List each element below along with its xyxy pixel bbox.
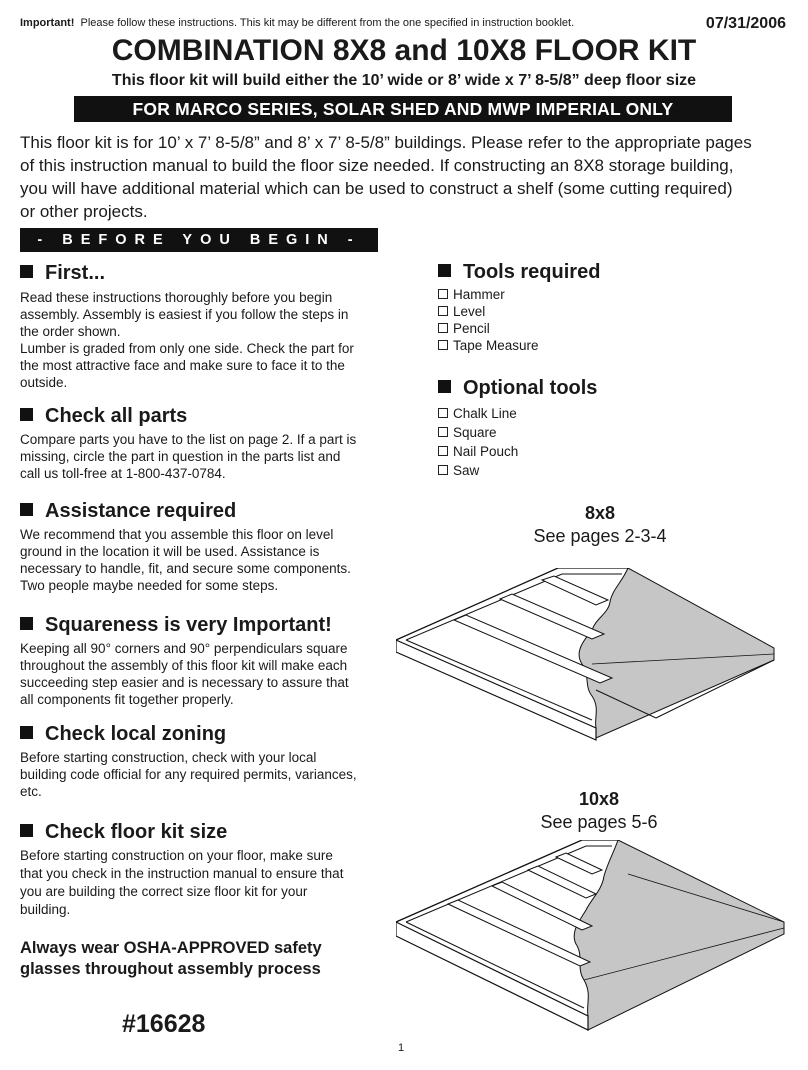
bullet-square-icon bbox=[20, 408, 33, 421]
notice-label: Important! bbox=[20, 17, 75, 29]
section-line: outside. bbox=[20, 375, 68, 390]
figure-8x8-label bbox=[480, 502, 720, 548]
figure-title: 10x8 bbox=[578, 789, 620, 809]
section-line: the most attractive face and make sure to face it to the bbox=[20, 358, 345, 373]
section-line: missing, circle the part in question in the parts list and bbox=[20, 449, 341, 464]
checkbox-icon bbox=[438, 340, 448, 350]
bullet-square-icon bbox=[20, 726, 33, 739]
section-line: We recommend that you assemble this floor on level bbox=[20, 527, 334, 542]
section-line: Lumber is graded from only one side. Check the part for bbox=[20, 341, 354, 356]
intro-line: of this instruction manual to build the floor size needed. If constructing an 8X8 storage building, bbox=[20, 156, 734, 175]
checklist-item: Pencil bbox=[438, 320, 778, 337]
safety-line: Always wear OSHA-APPROVED safety bbox=[20, 939, 322, 957]
section-line: necessary to handle, fit, and secure some components. bbox=[20, 561, 351, 576]
bullet-square-icon bbox=[438, 264, 451, 277]
series-banner: FOR MARCO SERIES, SOLAR SHED AND MWP IMPERIAL ONLY bbox=[74, 96, 732, 122]
section-line: Read these instructions thoroughly before you begin bbox=[20, 290, 333, 305]
section-heading: Squareness is very Important! bbox=[45, 614, 332, 636]
page-number: 1 bbox=[398, 1042, 405, 1054]
section-line: Keeping all 90° corners and 90° perpendiculars square bbox=[20, 641, 348, 656]
section-line: you are building the correct size floor kit for your bbox=[20, 884, 308, 899]
section-heading: Tools required bbox=[463, 261, 601, 283]
section-line: ground in the location it will be used. Assistance is bbox=[20, 544, 320, 559]
section-kit-size bbox=[20, 821, 385, 919]
section-zoning bbox=[20, 723, 385, 800]
page-title: COMBINATION 8X8 and 10X8 FLOOR KIT bbox=[111, 34, 697, 67]
before-you-begin-banner: - BEFORE YOU BEGIN - bbox=[20, 228, 378, 252]
section-line: the order shown. bbox=[20, 324, 121, 339]
checklist-item: Level bbox=[438, 303, 778, 320]
document-date: 07/31/2006 bbox=[705, 15, 786, 32]
checklist-item: Chalk Line bbox=[438, 404, 778, 423]
notice-text: Please follow these instructions. This kit may be different from the one specified in instruction booklet. bbox=[80, 17, 575, 29]
section-first bbox=[20, 262, 385, 391]
checklist-item: Square bbox=[438, 423, 778, 442]
figure-pages: See pages 5-6 bbox=[540, 812, 658, 832]
bullet-square-icon bbox=[20, 503, 33, 516]
section-check-parts bbox=[20, 405, 385, 482]
checkbox-icon bbox=[438, 306, 448, 316]
section-optional-tools bbox=[438, 377, 778, 480]
section-line: succeeding step easier and is necessary to assure that bbox=[20, 675, 349, 690]
section-heading: Check all parts bbox=[45, 405, 188, 427]
checkbox-icon bbox=[438, 427, 448, 437]
section-heading: Check local zoning bbox=[45, 723, 227, 745]
intro-paragraph bbox=[20, 131, 790, 223]
floor-8x8-illustration bbox=[396, 568, 796, 748]
section-line: Compare parts you have to the list on page 2. If a part is bbox=[20, 432, 357, 447]
checklist-item: Saw bbox=[438, 461, 778, 480]
section-squareness bbox=[20, 614, 385, 708]
checklist-item: Nail Pouch bbox=[438, 442, 778, 461]
section-heading: First... bbox=[45, 262, 106, 284]
section-line: building. bbox=[20, 902, 71, 917]
bullet-square-icon bbox=[20, 824, 33, 837]
checklist-item: Hammer bbox=[438, 286, 778, 303]
bullet-square-icon bbox=[20, 617, 33, 630]
checkbox-icon bbox=[438, 408, 448, 418]
section-line: all components fit together properly. bbox=[20, 692, 234, 707]
bullet-square-icon bbox=[20, 265, 33, 278]
checklist-item: Tape Measure bbox=[438, 337, 778, 354]
checkbox-icon bbox=[438, 289, 448, 299]
bullet-square-icon bbox=[438, 380, 451, 393]
section-line: that you check in the instruction manual to ensure that bbox=[20, 866, 344, 881]
figure-title: 8x8 bbox=[584, 503, 616, 523]
section-line: Before starting construction, check with your local bbox=[20, 750, 317, 765]
section-line: throughout the assembly of this floor kit will make each bbox=[20, 658, 348, 673]
important-notice bbox=[20, 17, 574, 29]
section-line: assembly. Assembly is easiest if you follow the steps in bbox=[20, 307, 349, 322]
page-subtitle: This floor kit will build either the 10’ wide or 8’ wide x 7’ 8-5/8” deep floor size bbox=[111, 72, 697, 89]
intro-line: you will have additional material which can be used to construct a shelf (some cutting required) bbox=[20, 179, 733, 198]
section-line: building code official for any required permits, variances, bbox=[20, 767, 357, 782]
section-line: Two people maybe needed for some steps. bbox=[20, 578, 279, 593]
section-line: etc. bbox=[20, 784, 42, 799]
checkbox-icon bbox=[438, 323, 448, 333]
section-line: Before starting construction on your floor, make sure bbox=[20, 848, 333, 863]
section-line: call us toll-free at 1-800-437-0784. bbox=[20, 466, 226, 481]
safety-line: glasses throughout assembly process bbox=[20, 960, 321, 978]
figure-10x8-label bbox=[479, 788, 719, 834]
figure-pages: See pages 2-3-4 bbox=[533, 526, 667, 546]
floor-10x8-illustration bbox=[396, 840, 796, 1050]
section-heading: Optional tools bbox=[463, 377, 598, 399]
checkbox-icon bbox=[438, 465, 448, 475]
intro-line: This floor kit is for 10’ x 7’ 8-5/8” and 8’ x 7’ 8-5/8” buildings. Please refer to the appropriate pages bbox=[20, 133, 752, 152]
checkbox-icon bbox=[438, 446, 448, 456]
safety-warning bbox=[20, 938, 380, 980]
part-number: #16628 bbox=[122, 1010, 206, 1038]
section-heading: Check floor kit size bbox=[45, 821, 228, 843]
section-tools-required bbox=[438, 261, 778, 354]
section-assistance bbox=[20, 500, 385, 594]
intro-line: or other projects. bbox=[20, 202, 148, 221]
section-heading: Assistance required bbox=[45, 500, 237, 522]
